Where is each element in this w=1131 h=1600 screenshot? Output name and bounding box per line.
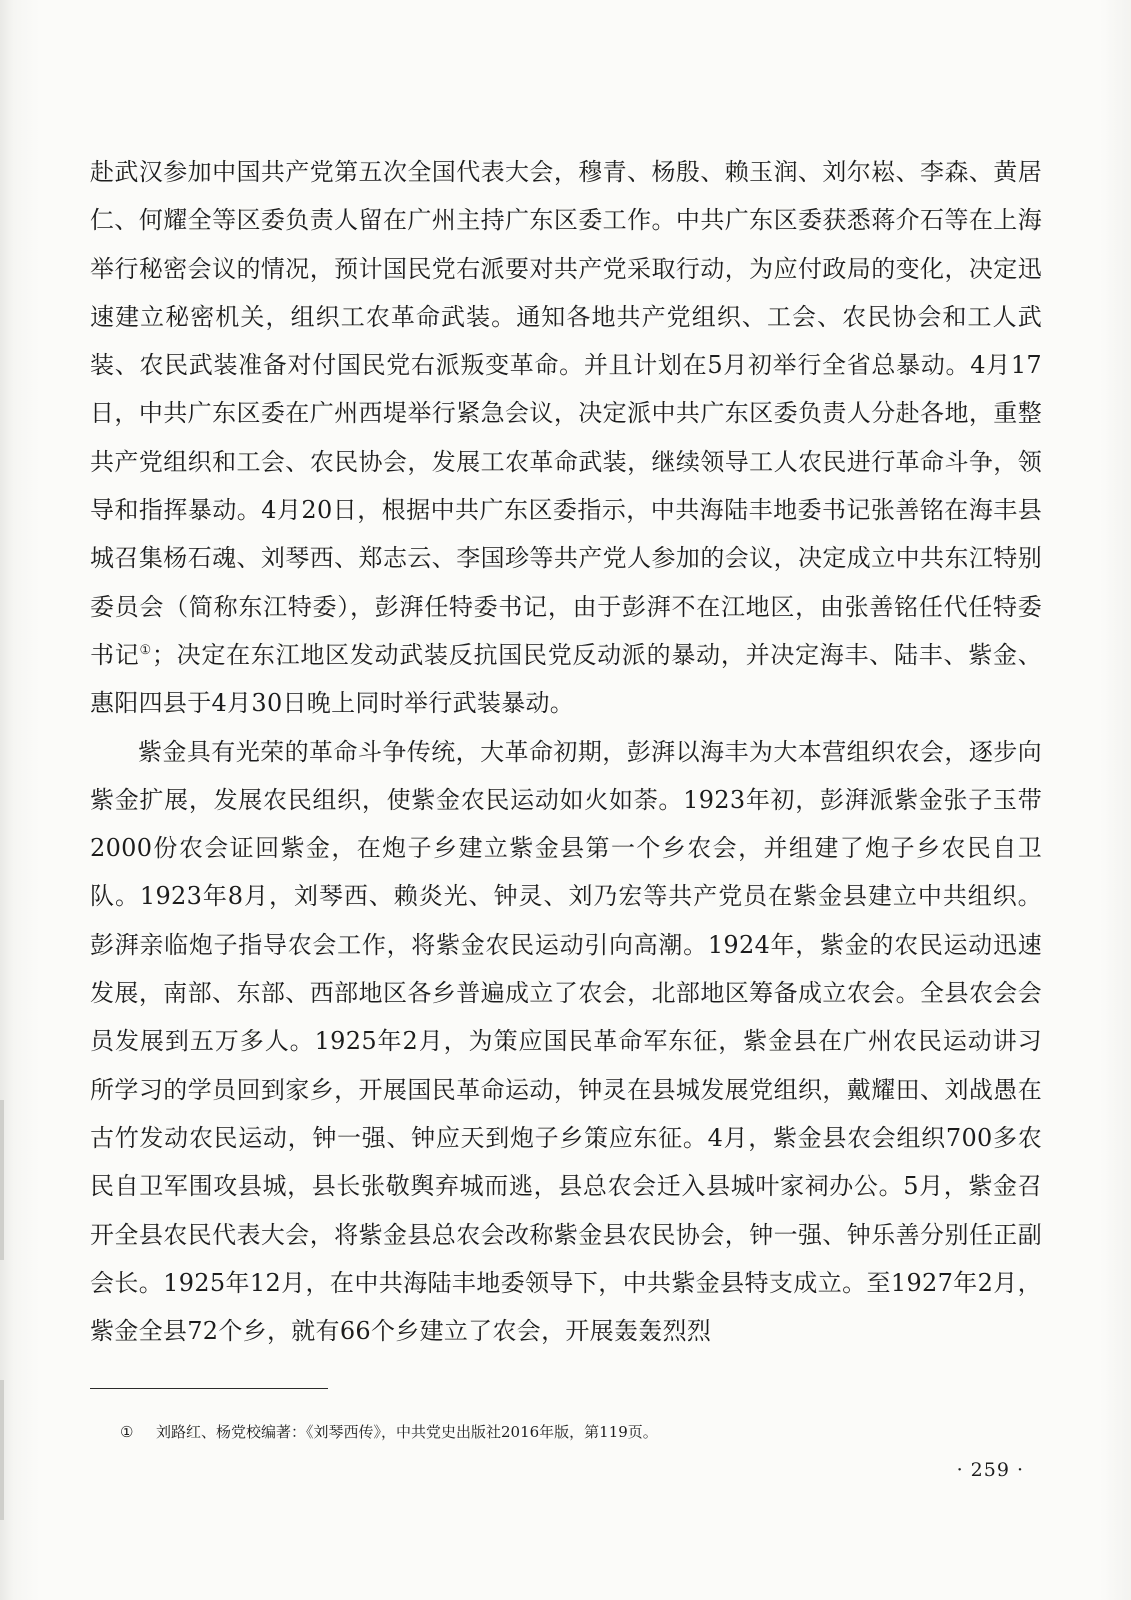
paragraph-text: ；决定在东江地区发动武装反抗国民党反动派的暴动，并决定海丰、陆丰、紫金、惠阳四县于4月30日晚上同时举行武装暴动。	[90, 640, 1042, 718]
scan-shadow	[0, 1100, 4, 1260]
footnote-reference[interactable]: ①	[139, 642, 152, 658]
footnote-mark: ①	[120, 1423, 134, 1441]
scan-shadow	[0, 1380, 4, 1520]
paragraph-continued	[90, 148, 1042, 728]
main-text	[90, 148, 1042, 1355]
page-number: · 259 ·	[956, 1459, 1024, 1481]
paragraph: 紫金具有光荣的革命斗争传统，大革命初期，彭湃以海丰为大本营组织农会，逐步向紫金扩展，发展农民组织，使紫金农民运动如火如荼。1923年初，彭湃派紫金张子玉带2000份农会证回紫金，在炮子乡建立紫金县第一个乡农会，并组建了炮子乡农民自卫队。1923年8月，刘琴西、赖炎光、钟灵、刘乃宏等共产党员在紫金县建立中共组织。彭湃亲临炮子指导农会工作，将紫金农民运动引向高潮。1924年，紫金的农民运动迅速发展，南部、东部、西部地区各乡普遍成立了农会，北部地区筹备成立农会。全县农会会员发展到五万多人。1925年2月，为策应国民革命军东征，紫金县在广州农民运动讲习所学习的学员回到家乡，开展国民革命运动，钟灵在县城发展党组织，戴耀田、刘战愚在古竹发动农民运动，钟一强、钟应天到炮子乡策应东征。4月，紫金县农会组织700多农民自卫军围攻县城，县长张敬舆弃城而逃，县总农会迁入县城叶家祠办公。5月，紫金召开全县农民代表大会，将紫金县总农会改称紫金县农民协会，钟一强、钟乐善分别任正副会长。1925年12月，在中共海陆丰地委领导下，中共紫金县特支成立。至1927年2月，紫金全县72个乡，就有66个乡建立了农会，开展轰轰烈烈	[90, 737, 1042, 1346]
footnote	[120, 1420, 1020, 1444]
footnote-divider	[90, 1388, 328, 1389]
paragraph-text: 赴武汉参加中国共产党第五次全国代表大会，穆青、杨殷、赖玉润、刘尔崧、李森、黄居仁、何耀全等区委负责人留在广州主持广东区委工作。中共广东区委获悉蒋介石等在上海举行秘密会议的情况，预计国民党右派要对共产党采取行动，为应付政局的变化，决定迅速建立秘密机关，组织工农革命武装。通知各地共产党组织、工会、农民协会和工人武装、农民武装准备对付国民党右派叛变革命。并且计划在5月初举行全省总暴动。4月17日，中共广东区委在广州西堤举行紧急会议，决定派中共广东区委负责人分赴各地，重整共产党组织和工会、农民协会，发展工农革命武装，继续领导工人农民进行革命斗争，领导和指挥暴动。4月20日，根据中共广东区委指示，中共海陆丰地委书记张善铭在海丰县城召集杨石魂、刘琴西、郑志云、李国珍等共产党人参加的会议，决定成立中共东江特别委员会（简称东江特委），彭湃任特委书记，由于彭湃不在江地区，由张善铭任代任特委书记	[90, 158, 1042, 669]
footnote-text: 刘路红、杨党校编著：《刘琴西传》，中共党史出版社2016年版，第119页。	[156, 1423, 658, 1441]
